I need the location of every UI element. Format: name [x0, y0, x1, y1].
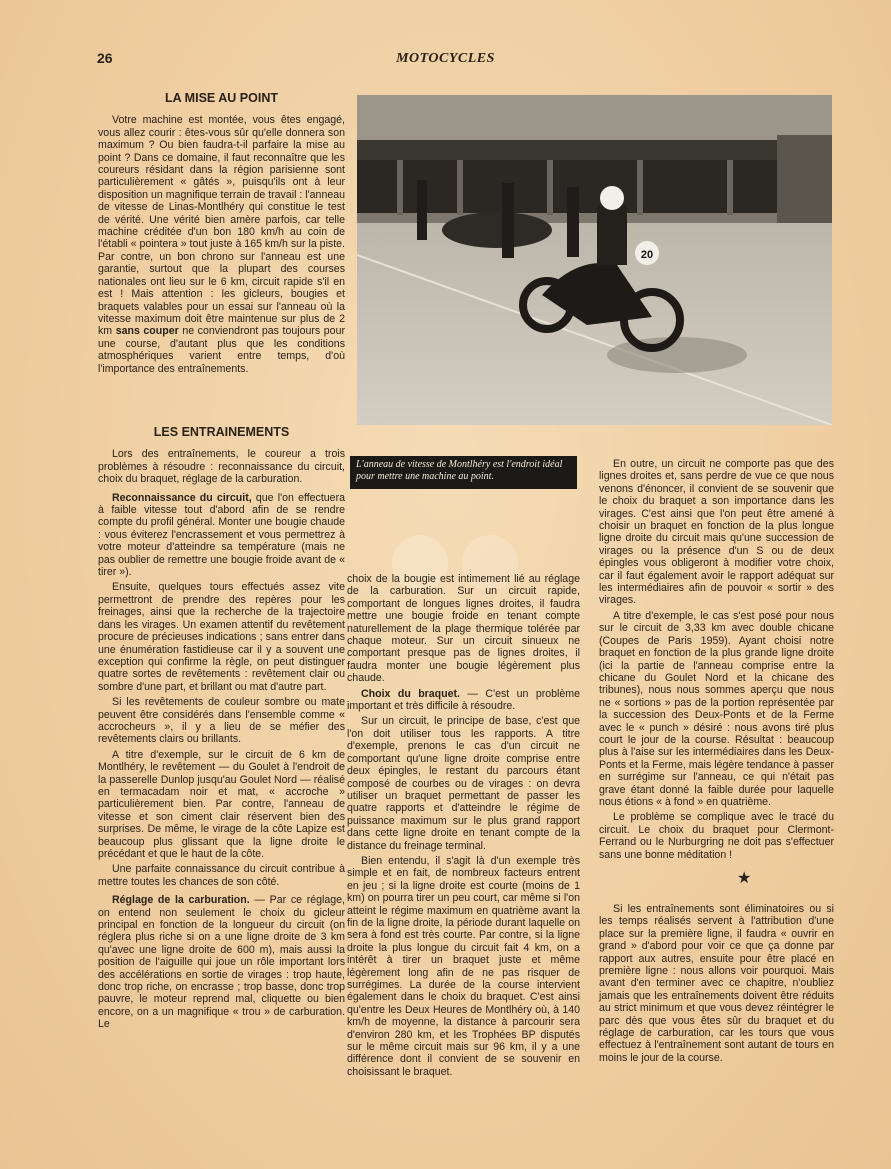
paragraph: choix de la bougie est intimement lié au réglage de la carburation. Sur un circuit rapide, comportant de longues lignes droites, il faudra mettre une bougie froide en tenant compte naturellement de la plage thermique tolérée par chaque moteur. Sur un circuit sinueux ne comportant presque pas de lignes droites, il faudra monter une bougie légèrement plus chaude. [347, 573, 580, 685]
section-title-mise-au-point: LA MISE AU POINT [165, 91, 278, 105]
paragraph: Si les revêtements de couleur sombre ou mate peuvent être considérés dans l'ensemble comme « accrocheurs », il y a lieu de se méfier des revêtements clairs ou brillants. [98, 696, 345, 746]
magazine-title: MOTOCYCLES [396, 51, 495, 66]
paragraph [98, 492, 345, 579]
photo-montlhery-pits [357, 95, 832, 425]
paragraph-text: — Par ce réglage, on entend non seulement le choix du gicleur principal en fonction de la longueur du circuit (on réglera plus riche si on a une ligne droite de 3 km qu'avec une ligne droite de 600 m), mais aussi la position de l'aiguille qui joue un rôle important lors des accélérations en sortie de virages : trop haute, donc trop riche, on encrasse ; trop basse, donc trop pauvre, le moteur reprend mal, cliquette ou bien encore, on a un magnifique « trou » de carburation. Le [98, 894, 346, 1031]
paragraph [98, 114, 345, 375]
paragraph [347, 688, 580, 713]
subheading-reconnaissance: Reconnaissance du circuit, [112, 491, 252, 504]
section-entrainements [98, 426, 345, 1034]
paragraph: Ensuite, quelques tours effectués assez vite permettront de prendre des repères pour les freinages, ainsi que la recherche de la trajectoire dans les virages. Un examen attentif du revêtement procure de précieuses indications ; sans entrer dans une énumération fastidieuse car il y a souvent une exception qui confirme la règle, on peut distinguer quatre sortes de revêtements : revêtement clair ou sombre d'une part, et brillant ou mat d'autre part. [98, 581, 345, 693]
column-2 [347, 573, 580, 1081]
page-number: 26 [97, 50, 113, 66]
paragraph-tail: ne conviendront pas toujours pour une course, d'autant plus que les conditions atmosphériques varient entre temps, d'où l'importance des entraînements. [98, 325, 345, 375]
paragraph: En outre, un circuit ne comporte pas que des lignes droites et, sans perdre de vue ce que nous venons d'énoncer, il convient de se souvenir que le choix du braquet a son importance dans les virages. C'est ainsi que l'on peut être amené à choisir un braquet en fonction de la plus longue ligne droite du circuit mais qu'une succession de virages ou la présence d'un S ou de deux épingles vous obligeront à modifier votre choix, car il faut également avoir le rapport adéquat sur les intermédiaires afin de pouvoir « sortir » des virages. [599, 458, 834, 607]
paragraph: Lors des entraînements, le coureur a trois problèmes à résoudre : reconnaissance du circuit, choix du braquet, réglage de la carburation. [98, 448, 345, 486]
paragraph: Si les entraînements sont éliminatoires ou si les temps réalisés servent à l'attribution d'une place sur la première ligne, il faudra « ouvrir en grand » d'abord pour voir ce que ça donne par rapport aux autres, ensuite pour être placé en première ligne : nous allons voir pourquoi. Mais avant d'en terminer avec ce chapitre, n'oubliez jamais que les entraînements doivent être réduits au strict minimum et que vous devez réintégrer le parc dès que vous êtes sûr du braquet et du réglage de carburation, car les tours que vous effectuez à l'entraînement sont autant de tours en moins le jour de la course. [599, 903, 834, 1064]
paragraph: Une parfaite connaissance du circuit contribue à mettre toutes les chances de son côté. [98, 863, 345, 888]
section-separator-star: ★ [737, 870, 752, 887]
photo-illustration [357, 95, 832, 425]
paragraph: Le problème se complique avec le tracé du circuit. Le choix du braquet pour Clermont-Ferrand ou le Nurburgring ne doit pas s'effectuer sans une bonne méditation ! [599, 811, 834, 861]
subheading-carburation: Réglage de la carburation. [112, 894, 250, 907]
paragraph [98, 894, 345, 1030]
paragraph: Sur un circuit, le principe de base, c'est que l'on doit utiliser tous les rapports. A titre d'exemple, prenons le cas d'un circuit ne comportant qu'une ligne droite comprise entre deux épingles, le restant du parcours étant composé de courbes ou de virages : on devra utiliser un braquet permettant de passer les quatre rapports et d'atteindre le régime de puissance maximum sur le plus grand rapport dans cette ligne droite en tenant compte de la distance du freinage terminal. [347, 715, 580, 852]
bold-inline: sans couper [115, 325, 179, 338]
paragraph: A titre d'exemple, sur le circuit de 6 km de Montlhéry, le revêtement — du Goulet à l'endroit de la passerelle Dunlop jusqu'au Goulet Nord — réalisé en termacadam noir et mat, « accroche » particulièrement bien. Par contre, l'anneau de vitesse et son ciment clair réservent bien des surprises. De même, le virage de la côte Lapize est beaucoup plus glissant que la ligne droite le précédant et que le haut de la côte. [98, 748, 345, 860]
paragraph: A titre d'exemple, le cas s'est posé pour nous sur le circuit de 3,33 km avec double chicane (Coupes de Paris 1959). Ayant choisi notre braquet en fonction de la plus grande ligne droite (ici la partie de l'anneau comprise entre la chicane du Goulet Nord et la chicane des tribunes), nous nous sommes aperçu que nous ne « sortions » pas de la portion représentée par la succession des Deux-Ponts et de la Ferme avec le « punch » désiré : nous avons tiré plus court le jour de la course. Résultat : beaucoup plus à l'aise sur les intermédiaires dans les Deux-Ponts et la Ferme, mais légère tendance à passer en surrégime sur l'anneau, ce qui n'était pas grave étant donné la faible durée pour laquelle nous étions « à fond » en quatrième. [599, 609, 834, 808]
subheading-braquet: Choix du braquet. [361, 687, 460, 700]
paragraph-text: que l'on effectuera à faible vitesse tout d'abord afin de se rendre compte du profil général. Monter une bougie chaude : vous éviterez l'encrassement et vous permettrez à votre moteur d'atteindre sa température (mais ne pas oublier de remettre une bougie froide avant de « tirer »). [98, 491, 345, 579]
paragraph-text: — C'est un problème important et très difficile à résoudre. [347, 687, 581, 713]
race-number: 20 [640, 249, 654, 261]
paragraph: Bien entendu, il s'agit là d'un exemple très simple et en fait, de nombreux facteurs entrent en jeu ; si la ligne droite est courte (moins de 1 km) on pourra tirer un peu court, car même si l'on atteint le régime maximum en quatrième avant la fin de la ligne droite, la période durant laquelle on sera à fond est très courte. Par contre, si la ligne droite la plus longue du circuit fait 4 km, on a intérêt à tirer un braquet juste et même légèrement long afin de ne pas risquer de surrégimes. La durée de la course intervient également dans le choix du braquet. C'est ainsi qu'entre les Deux Heures de Montlhéry où, à 140 km/h de moyenne, la distance à parcourir sera d'environ 280 km, et les Trophées BP disputés sur le même circuit mais sur 96 km, il y a une différence dont il convient de se souvenir en choisissant le braquet. [347, 854, 580, 1078]
section-mise-au-point [98, 92, 345, 378]
section-title-entrainements: LES ENTRAINEMENTS [153, 425, 290, 439]
column-3 [599, 458, 834, 864]
column-3-end [599, 903, 834, 1067]
photo-caption: L'anneau de vitesse de Montlhéry est l'endroit idéal pour mettre une machine au point. [350, 456, 577, 489]
paragraph-text: Votre machine est montée, vous êtes engagé, vous allez courir : êtes-vous sûr qu'elle donnera son maximum ? Ou bien faudra-t-il parfaire la mise au point ? Dans ce domaine, il faut reconnaître que les coureurs résidant dans la région parisienne sont particulièrement « gâtés », puisqu'ils ont à leur disposition un magnifique terrain de travail : l'anneau de vitesse de Linas-Montlhéry qui constitue le test de vérité. Une vérité bien amère parfois, car telle machine créditée d'un bon 180 km/h au coin de l'établi « pointera » tout juste à 165 km/h sur la piste. Par contre, un bon chrono sur l'anneau est une garantie, surtout que la plupart des courses nationales ont lieu sur le 6 km, circuit rapide s'il en est ! Mais attention : les gicleurs, bougies et braquets valables pour un essai sur l'anneau où la vitesse maximum doit être maintenue sur plus de 2 km [98, 114, 346, 338]
